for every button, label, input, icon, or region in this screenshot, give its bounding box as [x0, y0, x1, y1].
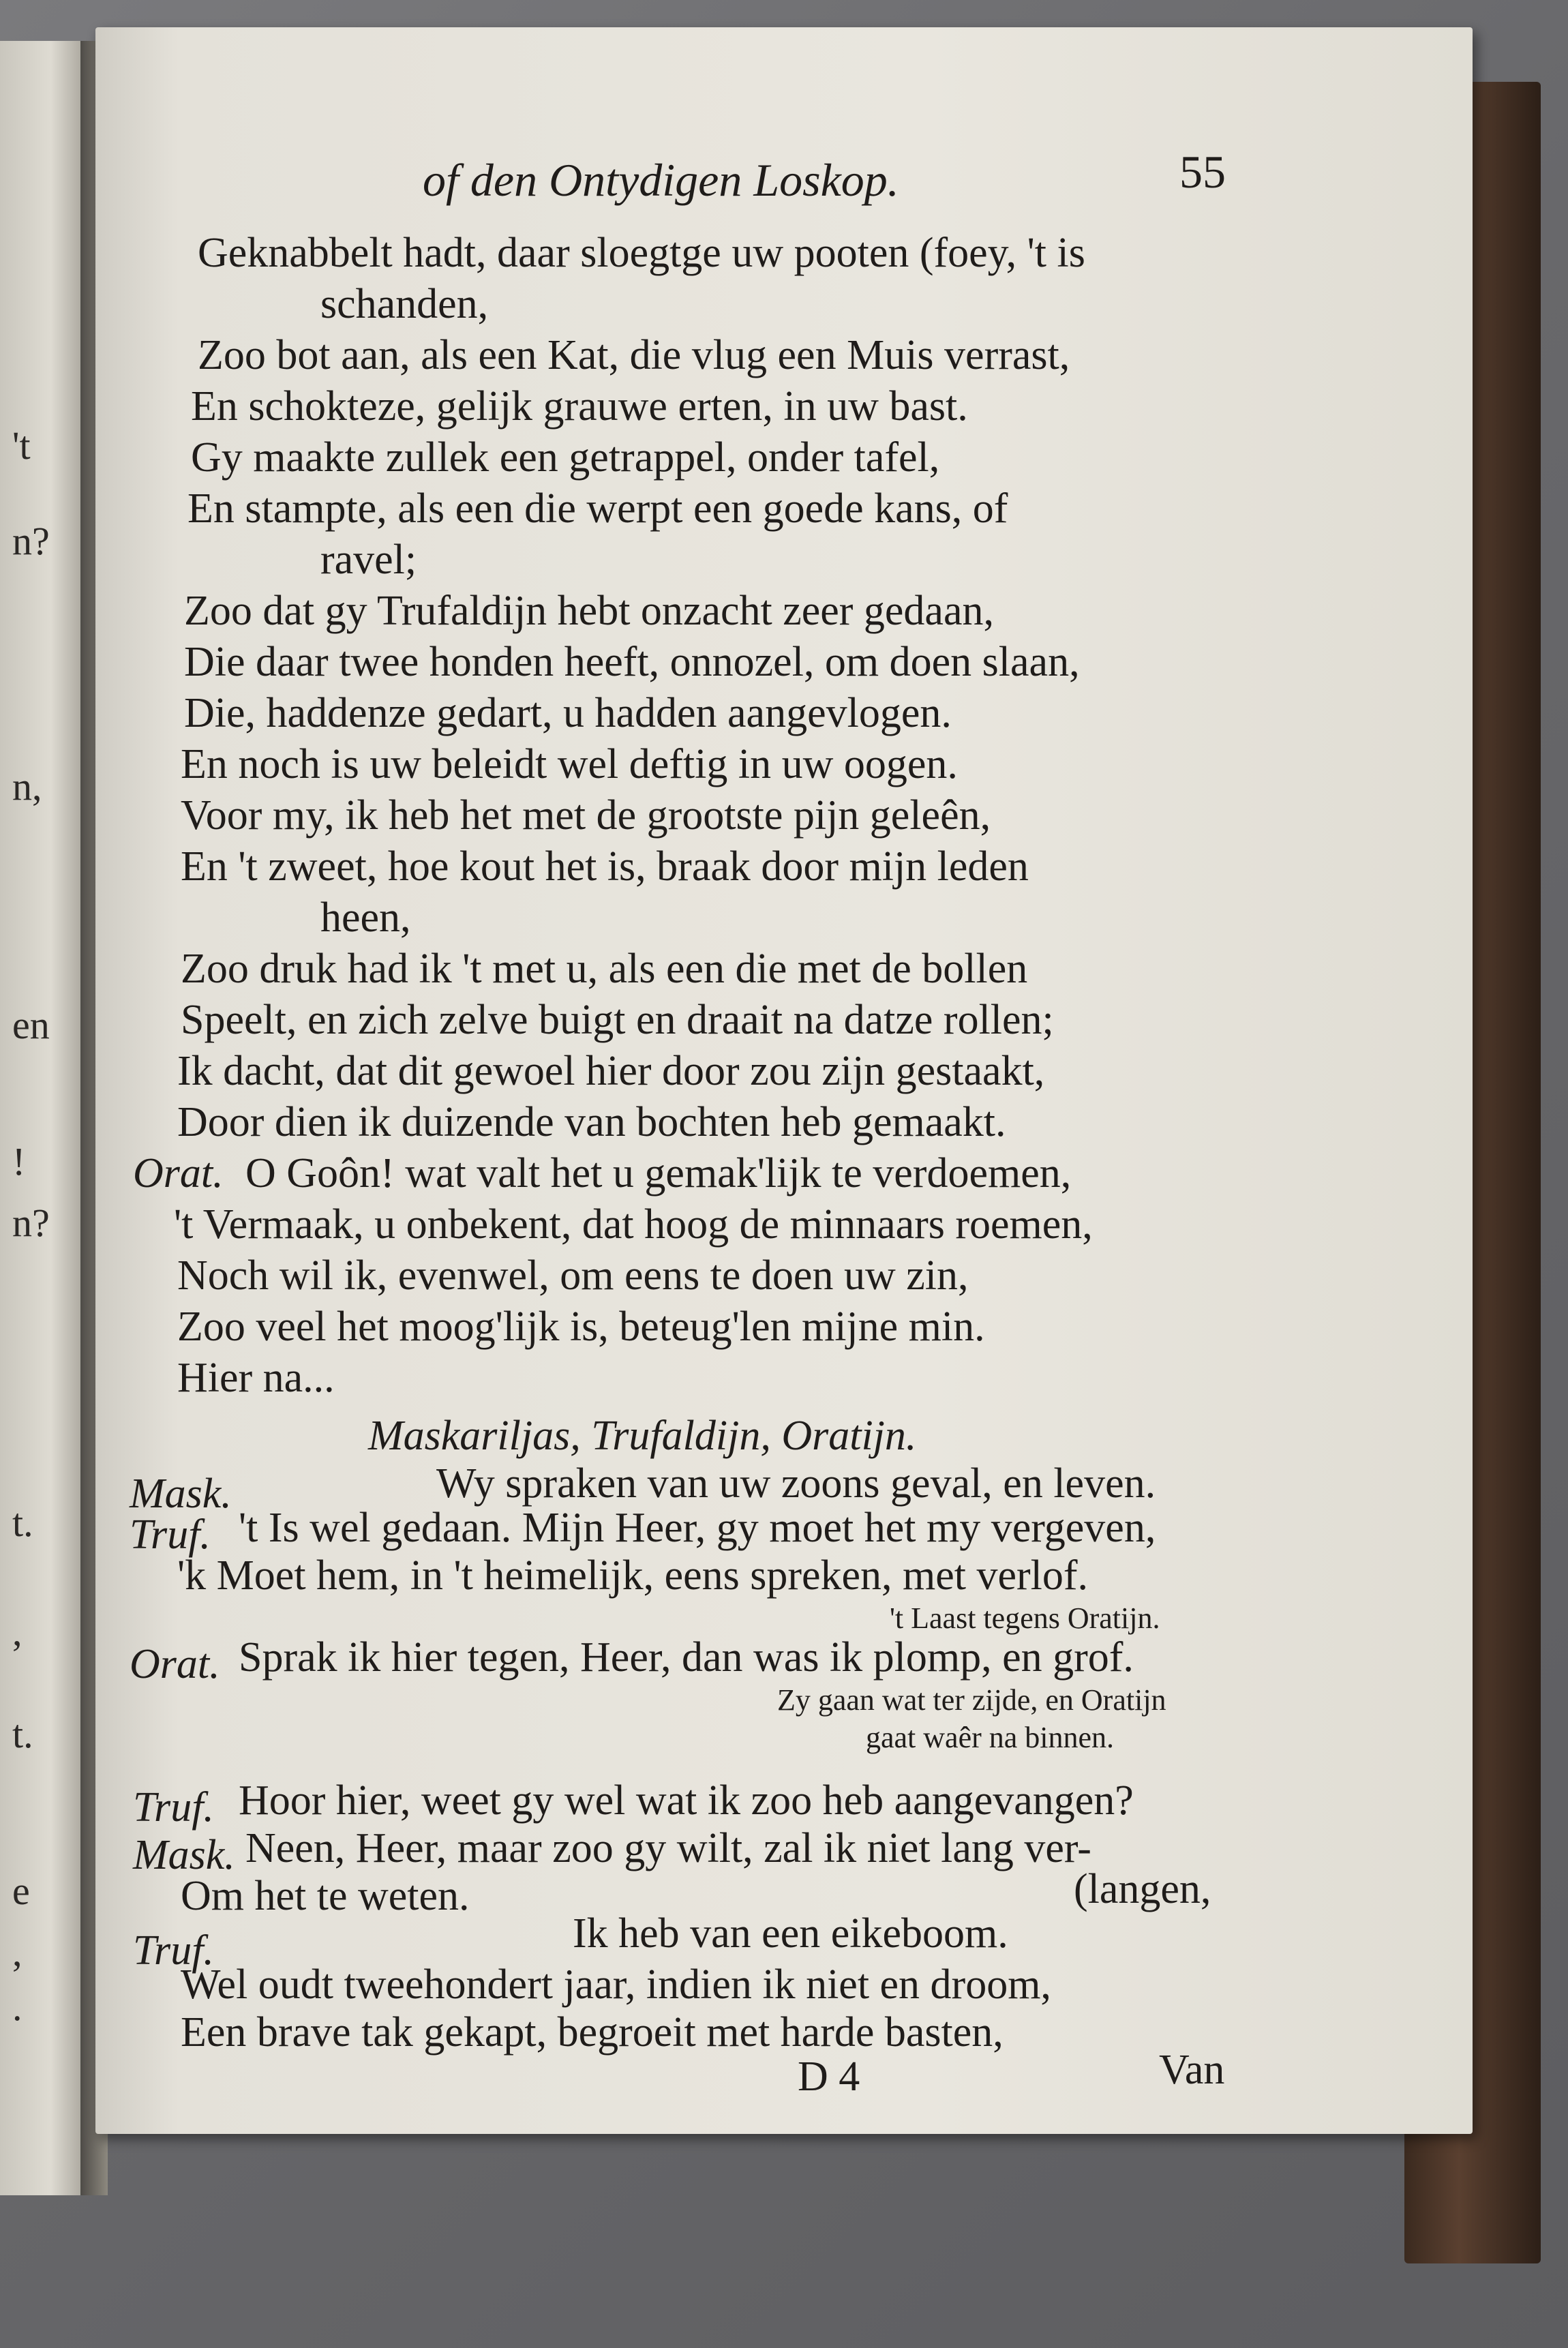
left-fragment: n, — [12, 764, 42, 809]
verse-line: Sprak ik hier tegen, Heer, dan was ik plomp, en grof. — [239, 1634, 1134, 1681]
left-fragment: 't — [12, 423, 31, 468]
speaker-label: Truf. — [133, 1784, 214, 1831]
turnover-word: (langen, — [1074, 1866, 1211, 1912]
left-fragment: t. — [12, 1712, 33, 1756]
verse-line: En schokteze, gelijk grauwe erten, in uw bast. — [191, 383, 968, 430]
verse-line: Ik heb van een eikeboom. — [573, 1910, 1008, 1957]
stage-direction: Zy gaan wat ter zijde, en Oratijn — [777, 1683, 1166, 1717]
stage-direction: gaat waêr na binnen. — [866, 1721, 1115, 1754]
verse-line: Hoor hier, weet gy wel wat ik zoo heb aangevangen? — [239, 1777, 1134, 1824]
verse-line: Zoo dat gy Trufaldijn hebt onzacht zeer gedaan, — [184, 588, 994, 634]
verse-line: Noch wil ik, evenwel, om eens te doen uw zin, — [177, 1252, 969, 1299]
verse-line: Voor my, ik heb het met de grootste pijn geleên, — [181, 792, 991, 839]
verse-line: schanden, — [320, 281, 489, 327]
verse-line: ravel; — [320, 537, 417, 583]
left-fragment: ! — [12, 1139, 26, 1184]
verse-line: En noch is uw beleidt wel deftig in uw oogen. — [181, 741, 958, 787]
right-page — [95, 27, 1473, 2134]
verse-line: Wel oudt tweehondert jaar, indien ik niet en droom, — [181, 1961, 1051, 2008]
left-fragment: en — [12, 1003, 50, 1047]
left-fragment: e — [12, 1869, 30, 1913]
speaker-label: Orat. — [130, 1641, 220, 1687]
verse-line: En 't zweet, hoe kout het is, braak door mijn leden — [181, 843, 1029, 890]
left-fragment: . — [12, 1985, 22, 2029]
verse-line: Ik dacht, dat dit gewoel hier door zou zijn gestaakt, — [177, 1048, 1045, 1094]
left-fragment: , — [12, 1610, 22, 1654]
left-fragment: t. — [12, 1501, 33, 1545]
verse-line: Gy maakte zullek een getrappel, onder tafel, — [191, 434, 940, 481]
verse-line: Zoo druk had ik 't met u, als een die met de bollen — [181, 946, 1028, 992]
scene-cast: Maskariljas, Trufaldijn, Oratijn. — [368, 1413, 917, 1459]
left-fragment: n? — [12, 1201, 50, 1245]
verse-line: Speelt, en zich zelve buigt en draait na datze rollen; — [181, 997, 1054, 1043]
verse-line: Zoo bot aan, als een Kat, die vlug een Muis verrast, — [198, 332, 1070, 378]
verse-line: Om het te weten. — [181, 1873, 470, 1919]
catchword: Van — [1159, 2047, 1225, 2093]
verse-line: 'k Moet hem, in 't heimelijk, eens spreken, met verlof. — [177, 1552, 1089, 1599]
verse-line: Die, haddenze gedart, u hadden aangevlogen. — [184, 690, 952, 736]
verse-line: En stampte, als een die werpt een goede kans, of — [187, 485, 1008, 532]
page-number: 55 — [1179, 146, 1226, 198]
verse-line: Hier na... — [177, 1355, 335, 1401]
verse-line: Neen, Heer, maar zoo gy wilt, zal ik niet lang ver- — [245, 1825, 1091, 1871]
stage-direction: 't Laast tegens Oratijn. — [890, 1601, 1160, 1635]
verse-line: Die daar twee honden heeft, onnozel, om doen slaan, — [184, 639, 1080, 685]
left-fragment: n? — [12, 519, 50, 563]
verse-line: Een brave tak gekapt, begroeit met harde basten, — [181, 2009, 1004, 2056]
verse-line: O Goôn! wat valt het u gemak'lijk te verdoemen, — [245, 1150, 1072, 1196]
speaker-label: Orat. — [133, 1150, 224, 1196]
verse-line: heen, — [320, 894, 411, 941]
verse-line: 't Is wel gedaan. Mijn Heer, gy moet het my vergeven, — [239, 1505, 1156, 1551]
speaker-label: Truf. — [130, 1511, 211, 1558]
speaker-label: Truf. — [133, 1927, 214, 1974]
speaker-label: Mask. — [130, 1471, 232, 1517]
left-fragment: , — [12, 1930, 22, 1974]
signature-mark: D 4 — [798, 2053, 860, 2100]
verse-line: Wy spraken van uw zoons geval, en leven. — [436, 1460, 1156, 1507]
running-head: of den Ontydigen Loskop. — [423, 154, 899, 206]
verse-line: Geknabbelt hadt, daar sloegtge uw pooten (foey, 't is — [198, 230, 1085, 276]
verse-line: 't Vermaak, u onbekent, dat hoog de minnaars roemen, — [174, 1201, 1093, 1248]
verse-line: Door dien ik duizende van bochten heb gemaakt. — [177, 1099, 1006, 1145]
verse-line: Zoo veel het moog'lijk is, beteug'len mijne min. — [177, 1304, 985, 1350]
speaker-label: Mask. — [133, 1832, 235, 1878]
